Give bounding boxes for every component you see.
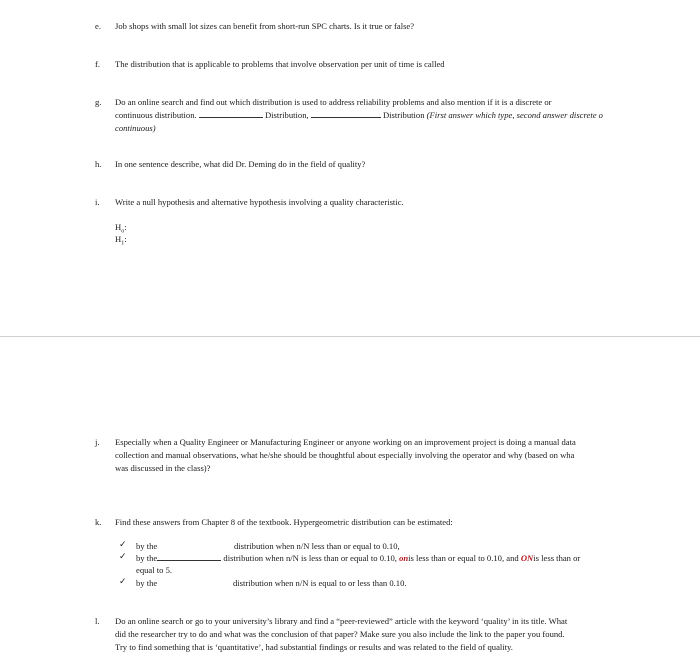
checkmark-icon: ✓ (119, 540, 127, 550)
bullet-2-text-b: is less than or equal to 0.10, and (408, 553, 519, 563)
h1-letter: H (115, 234, 122, 244)
question-g-line2 (115, 110, 603, 120)
question-f-label: f. (95, 59, 101, 69)
question-h-text: In one sentence describe, what did Dr. Deming do in the field of quality? (115, 159, 366, 169)
bullet-1-by: by the (136, 541, 158, 551)
question-l-line1: Do an online search or go to your university’s library and find a “peer-reviewed” article with the keyword ‘quality’ in its title. What (115, 616, 568, 626)
question-j-line3: was discussed in the class)? (115, 463, 211, 473)
question-g-italic-note-cont: continuous) (115, 123, 156, 133)
question-l-line2: did the researcher try to do and what was the conclusion of that paper? Make sure you also include the link to the paper you found. (115, 629, 565, 639)
bullet-2-line2: equal to 5. (136, 565, 173, 575)
question-k-label: k. (95, 517, 102, 527)
question-g-text-c: Distribution (382, 110, 425, 120)
handwritten-mark: on (399, 553, 409, 563)
handwritten-mark: ON (520, 553, 534, 563)
question-j-label: j. (95, 437, 100, 447)
question-g-text-a: continuous distribution. (115, 110, 197, 120)
question-e-label: e. (95, 21, 101, 31)
question-f-text: The distribution that is applicable to problems that involve observation per unit of time is called (115, 59, 445, 69)
question-g-italic-note: (First answer which type, second answer discrete o (426, 110, 603, 120)
question-l-label: l. (95, 616, 100, 626)
question-g-label: g. (95, 97, 102, 107)
question-g-line1: Do an online search and find out which distribution is used to address reliability problems and also mention if it is a discrete or (115, 97, 552, 107)
page-divider (0, 336, 700, 337)
h0-subscript: o (121, 228, 125, 235)
answer-blank[interactable] (199, 117, 263, 118)
question-j-line1: Especially when a Quality Engineer or Manufacturing Engineer or anyone working on an improvement project is doing a manual data (115, 437, 576, 447)
question-e-text: Job shops with small lot sizes can benefit from short-run SPC charts. Is it true or false? (115, 21, 415, 31)
checkmark-icon: ✓ (119, 552, 127, 562)
bullet-1-text: distribution when n/N less than or equal to 0.10, (234, 541, 400, 551)
answer-blank[interactable] (157, 560, 221, 561)
bullet-2-text-c: is less than or (533, 553, 581, 563)
bullet-2-line1 (136, 553, 580, 563)
bullet-3-by: by the (136, 578, 158, 588)
checkmark-icon: ✓ (119, 577, 127, 587)
question-l-line3: Try to find something that is ‘quantitative’, had substantial findings or results and was related to the field of quality. (115, 642, 513, 652)
alt-hypothesis-label: $H_1$: (115, 234, 127, 247)
answer-blank[interactable] (311, 117, 381, 118)
question-i-label: i. (95, 197, 100, 207)
question-j-line2: collection and manual observations, what he/she should be thoughtful about especially involving the operator and why (based on wha (115, 450, 575, 460)
h1-subscript: 1 (121, 240, 125, 247)
bullet-3-text: distribution when n/N is equal to or less than 0.10. (233, 578, 407, 588)
bullet-2-text-a: distribution when n/N is less than or equal to 0.10, (223, 553, 397, 563)
question-i-text: Write a null hypothesis and alternative hypothesis involving a quality characteristic. (115, 197, 404, 207)
question-k-text: Find these answers from Chapter 8 of the textbook. Hypergeometric distribution can be estimated: (115, 517, 453, 527)
bullet-2-by: by the (136, 553, 158, 563)
null-hypothesis-label: $H_o$: (115, 222, 127, 235)
question-h-label: h. (95, 159, 102, 169)
question-g-text-b: Distribution, (264, 110, 309, 120)
h0-letter: H (115, 222, 122, 232)
